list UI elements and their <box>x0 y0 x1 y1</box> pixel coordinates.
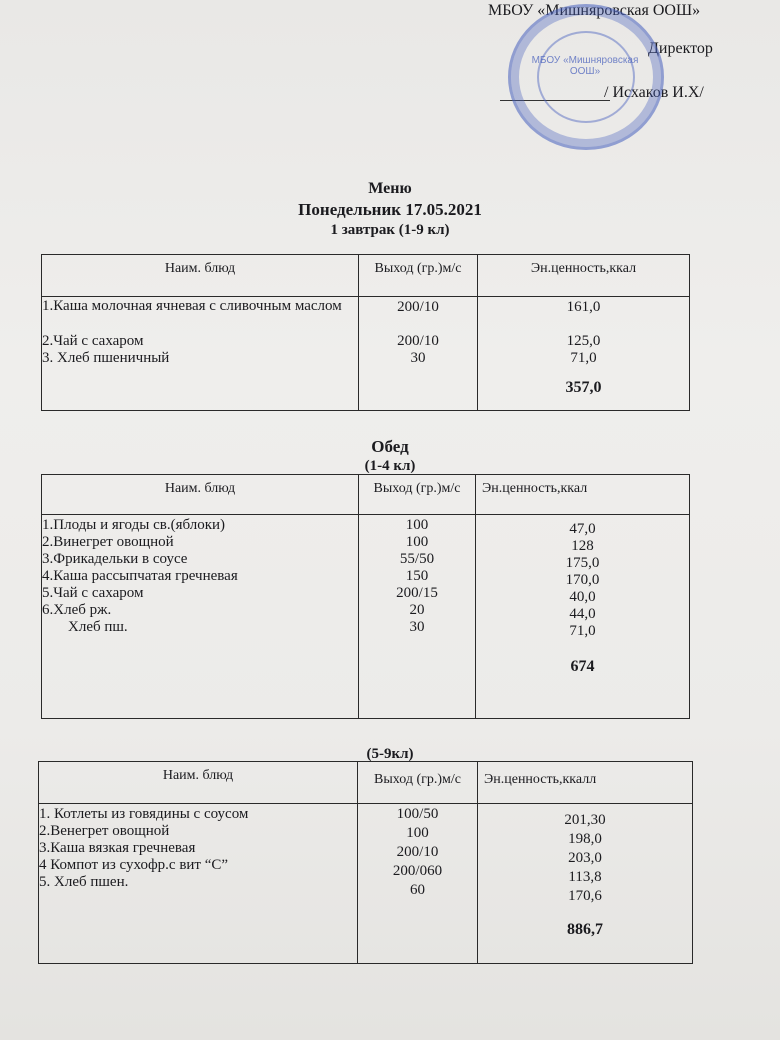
breakfast-yields <box>359 297 478 411</box>
yield-5: 200/15 <box>396 585 438 601</box>
col-name-header <box>42 475 359 515</box>
lunch-1-4-body-row <box>42 515 690 719</box>
energy-4: 113,8 <box>568 869 602 885</box>
col-yield-header <box>358 762 478 804</box>
breakfast-table <box>41 254 690 411</box>
yield-4: 200/060 <box>392 863 443 879</box>
energy-5: 170,6 <box>568 888 602 904</box>
yield-4: 150 <box>405 568 429 584</box>
dish-3: 3.Фрикадельки в соусе <box>42 551 188 567</box>
col-yield-header <box>359 475 476 515</box>
lunch-5-9-body-row <box>39 804 693 964</box>
dish-3: 3. Хлеб пшеничный <box>42 350 170 366</box>
col-name-header <box>39 762 358 804</box>
yield-3: 55/50 <box>399 551 435 567</box>
yield-6: 20 <box>409 602 425 618</box>
col-energy-label: Эн.ценность,ккалл <box>484 772 597 787</box>
yield-2: 100 <box>406 825 429 841</box>
energy-1: 47,0 <box>569 521 596 537</box>
yield-1: 200/10 <box>397 299 439 315</box>
director-signature: / Исхаков И.Х/ <box>604 84 704 101</box>
col-yield-label: Выход (гр.)м/с <box>374 261 462 276</box>
dish-6: 6.Хлеб рж. <box>42 602 112 618</box>
energy-6: 44,0 <box>569 606 596 622</box>
lunch-1-4-energy <box>476 515 690 719</box>
col-name-label: Наим. блюд <box>164 481 236 496</box>
energy-2: 198,0 <box>568 831 602 847</box>
col-name-header <box>42 255 359 297</box>
col-yield-header <box>359 255 478 297</box>
school-name: МБОУ «Мишняровская ООШ» <box>488 2 701 19</box>
energy-5: 40,0 <box>569 589 596 605</box>
breakfast-header-row <box>42 255 690 297</box>
energy-2: 125,0 <box>566 333 601 349</box>
dish-2: 2.Винегрет овощной <box>42 534 174 550</box>
stamp-text: МБОУ «Мишняровская ООШ» <box>531 55 639 77</box>
col-yield-label: Выход (гр.)м/с <box>374 772 461 787</box>
lunch-5-9-dishes <box>39 804 358 964</box>
dish-5: 5.Чай с сахаром <box>42 585 144 601</box>
energy-3: 71,0 <box>570 350 597 366</box>
dish-2: 2.Чай с сахаром <box>42 333 144 349</box>
yield-3: 30 <box>410 350 426 366</box>
yield-5: 60 <box>410 882 425 898</box>
energy-4: 170,0 <box>565 572 600 588</box>
col-energy-label: Эн.ценность,ккал <box>482 481 588 496</box>
dish-5: 5. Хлеб пшен. <box>39 874 129 890</box>
yield-2: 100 <box>405 534 429 550</box>
dish-4: 4 Компот из сухофр.с вит “С” <box>39 857 229 873</box>
col-energy-header <box>478 255 690 297</box>
lunch-title: Обед <box>371 437 409 456</box>
energy-1: 161,0 <box>566 299 601 315</box>
energy-3: 175,0 <box>565 555 600 571</box>
menu-date: Понедельник 17.05.2021 <box>298 200 482 219</box>
lunch-1-4-subtitle: (1-4 кл) <box>364 458 416 474</box>
school-stamp <box>508 4 664 150</box>
stamp-inner-ring <box>537 31 635 123</box>
breakfast-body-row <box>42 297 690 411</box>
menu-title: Меню <box>368 180 412 197</box>
energy-2: 128 <box>571 538 594 554</box>
dish-2: 2.Венегрет овощной <box>39 823 170 839</box>
lunch-5-9-energy <box>478 804 693 964</box>
lunch-1-4-dishes <box>42 515 359 719</box>
breakfast-dishes <box>42 297 359 411</box>
dish-4: 4.Каша рассыпчатая гречневая <box>42 568 238 584</box>
yield-3: 200/10 <box>396 844 439 860</box>
dish-3: 3.Каша вязкая гречневая <box>39 840 196 856</box>
yield-1: 100/50 <box>396 806 439 822</box>
yield-2: 200/10 <box>397 333 439 349</box>
dish-1: 1.Каша молочная ячневая с сливочным маслом <box>42 298 342 314</box>
dish-7: Хлеб пш. <box>68 619 128 635</box>
breakfast-title: 1 завтрак (1-9 кл) <box>330 222 450 238</box>
lunch-1-4-total: 674 <box>570 658 595 675</box>
lunch-1-4-yields <box>359 515 476 719</box>
lunch-5-9-total: 886,7 <box>567 921 603 938</box>
yield-7: 30 <box>409 619 425 635</box>
lunch-5-9-table <box>38 761 693 964</box>
breakfast-total: 357,0 <box>565 379 602 396</box>
col-energy-label: Эн.ценность,ккал <box>530 261 637 276</box>
col-energy-header <box>478 762 693 804</box>
col-name-label: Наим. блюд <box>164 261 236 276</box>
director-position: Директор <box>648 40 713 57</box>
energy-3: 203,0 <box>568 850 602 866</box>
col-yield-label: Выход (гр.)м/с <box>373 481 461 496</box>
col-name-label: Наим. блюд <box>162 768 234 783</box>
lunch-1-4-table <box>41 474 690 719</box>
breakfast-energy <box>478 297 690 411</box>
dish-1: 1. Котлеты из говядины с соусом <box>39 806 249 822</box>
lunch-5-9-yields <box>358 804 478 964</box>
energy-1: 201,30 <box>564 812 606 828</box>
lunch-1-4-header-row <box>42 475 690 515</box>
energy-7: 71,0 <box>569 623 596 639</box>
lunch-5-9-header-row <box>39 762 693 804</box>
dish-1: 1.Плоды и ягоды св.(яблоки) <box>42 517 226 533</box>
lunch-5-9-subtitle: (5-9кл) <box>366 746 414 762</box>
col-energy-header <box>476 475 690 515</box>
yield-1: 100 <box>405 517 429 533</box>
